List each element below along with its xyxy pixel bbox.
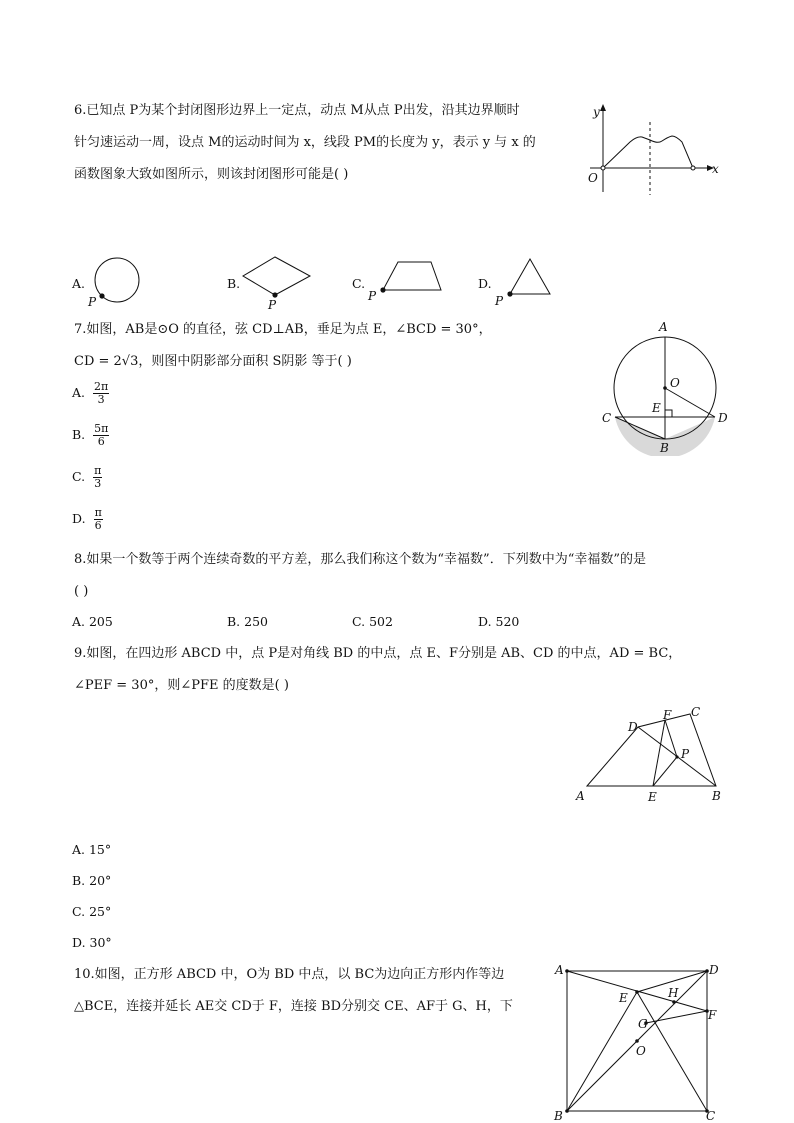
q6-option-a-circle xyxy=(85,254,145,309)
q9-option-b: B. 20° xyxy=(72,873,112,888)
q6-option-b-point: P xyxy=(268,298,277,312)
q9-label-a: A xyxy=(576,789,585,803)
q9-label-b: B xyxy=(712,789,721,803)
q7-option-c xyxy=(72,465,102,490)
q7-option-b-label: B. xyxy=(72,427,86,442)
q7-option-d-label: D. xyxy=(72,511,86,526)
q7-text-line2: CD = 2√3，则图中阴影部分面积 S阴影 等于( ) xyxy=(74,354,352,369)
q7-option-d-den: 6 xyxy=(94,519,102,532)
q9-option-a: A. 15° xyxy=(72,842,112,857)
q10-label-d: D xyxy=(709,963,719,977)
q7-option-b-num: 5π xyxy=(94,422,109,435)
q6-option-c-label: C. xyxy=(352,276,366,291)
q7-option-a-label: A. xyxy=(72,385,86,400)
q6-function-graph xyxy=(580,100,720,200)
q10-text-line2: △BCE，连接并延长 AE交 CD于 F，连接 BD分别交 CE、AF于 G、H，下 xyxy=(74,999,513,1014)
q7-option-a-num: 2π xyxy=(94,380,109,393)
q10-label-c: C xyxy=(706,1109,716,1123)
q9-label-f: F xyxy=(663,708,672,722)
q7-option-c-label: C. xyxy=(72,469,86,484)
q8-option-a: A. 205 xyxy=(72,614,113,629)
q9-label-d: D xyxy=(628,720,638,734)
q6-option-d-label: D. xyxy=(478,276,492,291)
q7-option-c-num: π xyxy=(94,464,102,477)
q7-text-line1: 7.如图，AB是⊙O 的直径，弦 CD⊥AB，垂足为点 E，∠BCD = 30°， xyxy=(74,322,492,337)
q8-option-b: B. 250 xyxy=(227,614,268,629)
q8-text-line1: 8.如果一个数等于两个连续奇数的平方差，那么我们称这个数为“幸福数”．下列数中为“幸福数”的是 xyxy=(74,552,646,567)
q6-option-c-trapezoid xyxy=(365,256,450,306)
q9-option-c: C. 25° xyxy=(72,904,112,919)
q6-option-d-triangle xyxy=(492,254,562,309)
q6-text-line3: 函数图象大致如图所示，则该封闭图形可能是( ) xyxy=(74,167,349,182)
q6-option-b-rhombus xyxy=(238,254,318,312)
q10-label-e: E xyxy=(619,991,628,1005)
q8-option-d: D. 520 xyxy=(478,614,520,629)
q7-option-d xyxy=(72,507,103,532)
q10-label-b: B xyxy=(554,1109,563,1123)
q8-text-line2: ( ) xyxy=(74,584,89,599)
q7-label-d: D xyxy=(718,411,728,425)
q9-text-line1: 9.如图，在四边形 ABCD 中，点 P是对角线 BD 的中点，点 E、F分别是 AB、CD 的中点，AD = BC， xyxy=(74,646,682,661)
q8-option-c: C. 502 xyxy=(352,614,393,629)
q10-text-line1: 10.如图，正方形 ABCD 中，O为 BD 中点，以 BC为边向正方形内作等边 xyxy=(74,967,505,982)
q6-option-a-label: A. xyxy=(72,276,86,291)
q10-label-f: F xyxy=(708,1008,717,1022)
q6-option-c-point: P xyxy=(368,289,377,303)
q9-quadrilateral-figure xyxy=(570,700,730,810)
q6-graph-y-label: y xyxy=(593,105,600,119)
q7-label-e: E xyxy=(652,401,661,415)
q10-label-a: A xyxy=(555,963,564,977)
q7-label-b: B xyxy=(660,441,669,455)
q7-option-a-den: 3 xyxy=(97,393,105,406)
q10-square-figure xyxy=(550,958,730,1123)
q9-label-p: P xyxy=(681,747,690,761)
q7-option-d-num: π xyxy=(94,506,102,519)
q10-label-o: O xyxy=(636,1044,646,1058)
q7-option-b xyxy=(72,423,109,448)
q7-option-a xyxy=(72,381,109,406)
q7-label-a: A xyxy=(659,320,668,334)
q7-option-c-den: 3 xyxy=(94,477,102,490)
q9-text-line2: ∠PEF = 30°，则∠PFE 的度数是( ) xyxy=(74,678,289,693)
q6-graph-x-label: x xyxy=(712,162,719,176)
q7-label-o: O xyxy=(670,376,680,390)
q7-label-c: C xyxy=(602,411,612,425)
q6-graph-origin-label: O xyxy=(588,171,598,185)
q10-label-h: H xyxy=(668,986,679,1000)
q9-option-d: D. 30° xyxy=(72,935,112,950)
q6-text-line1: 6.已知点 P为某个封闭图形边界上一定点，动点 M从点 P出发，沿其边界顺时 xyxy=(74,103,520,118)
q6-option-b-label: B. xyxy=(227,276,241,291)
q7-circle-figure xyxy=(600,318,730,456)
q9-label-c: C xyxy=(691,705,701,719)
q6-option-d-point: P xyxy=(495,294,504,308)
q6-text-line2: 针匀速运动一周，设点 M的运动时间为 x，线段 PM的长度为 y，表示 y 与 x 的 xyxy=(74,135,536,150)
q10-label-g: G xyxy=(638,1017,648,1031)
q9-label-e: E xyxy=(648,790,657,804)
q7-option-b-den: 6 xyxy=(97,435,105,448)
q6-option-a-point: P xyxy=(88,295,97,309)
